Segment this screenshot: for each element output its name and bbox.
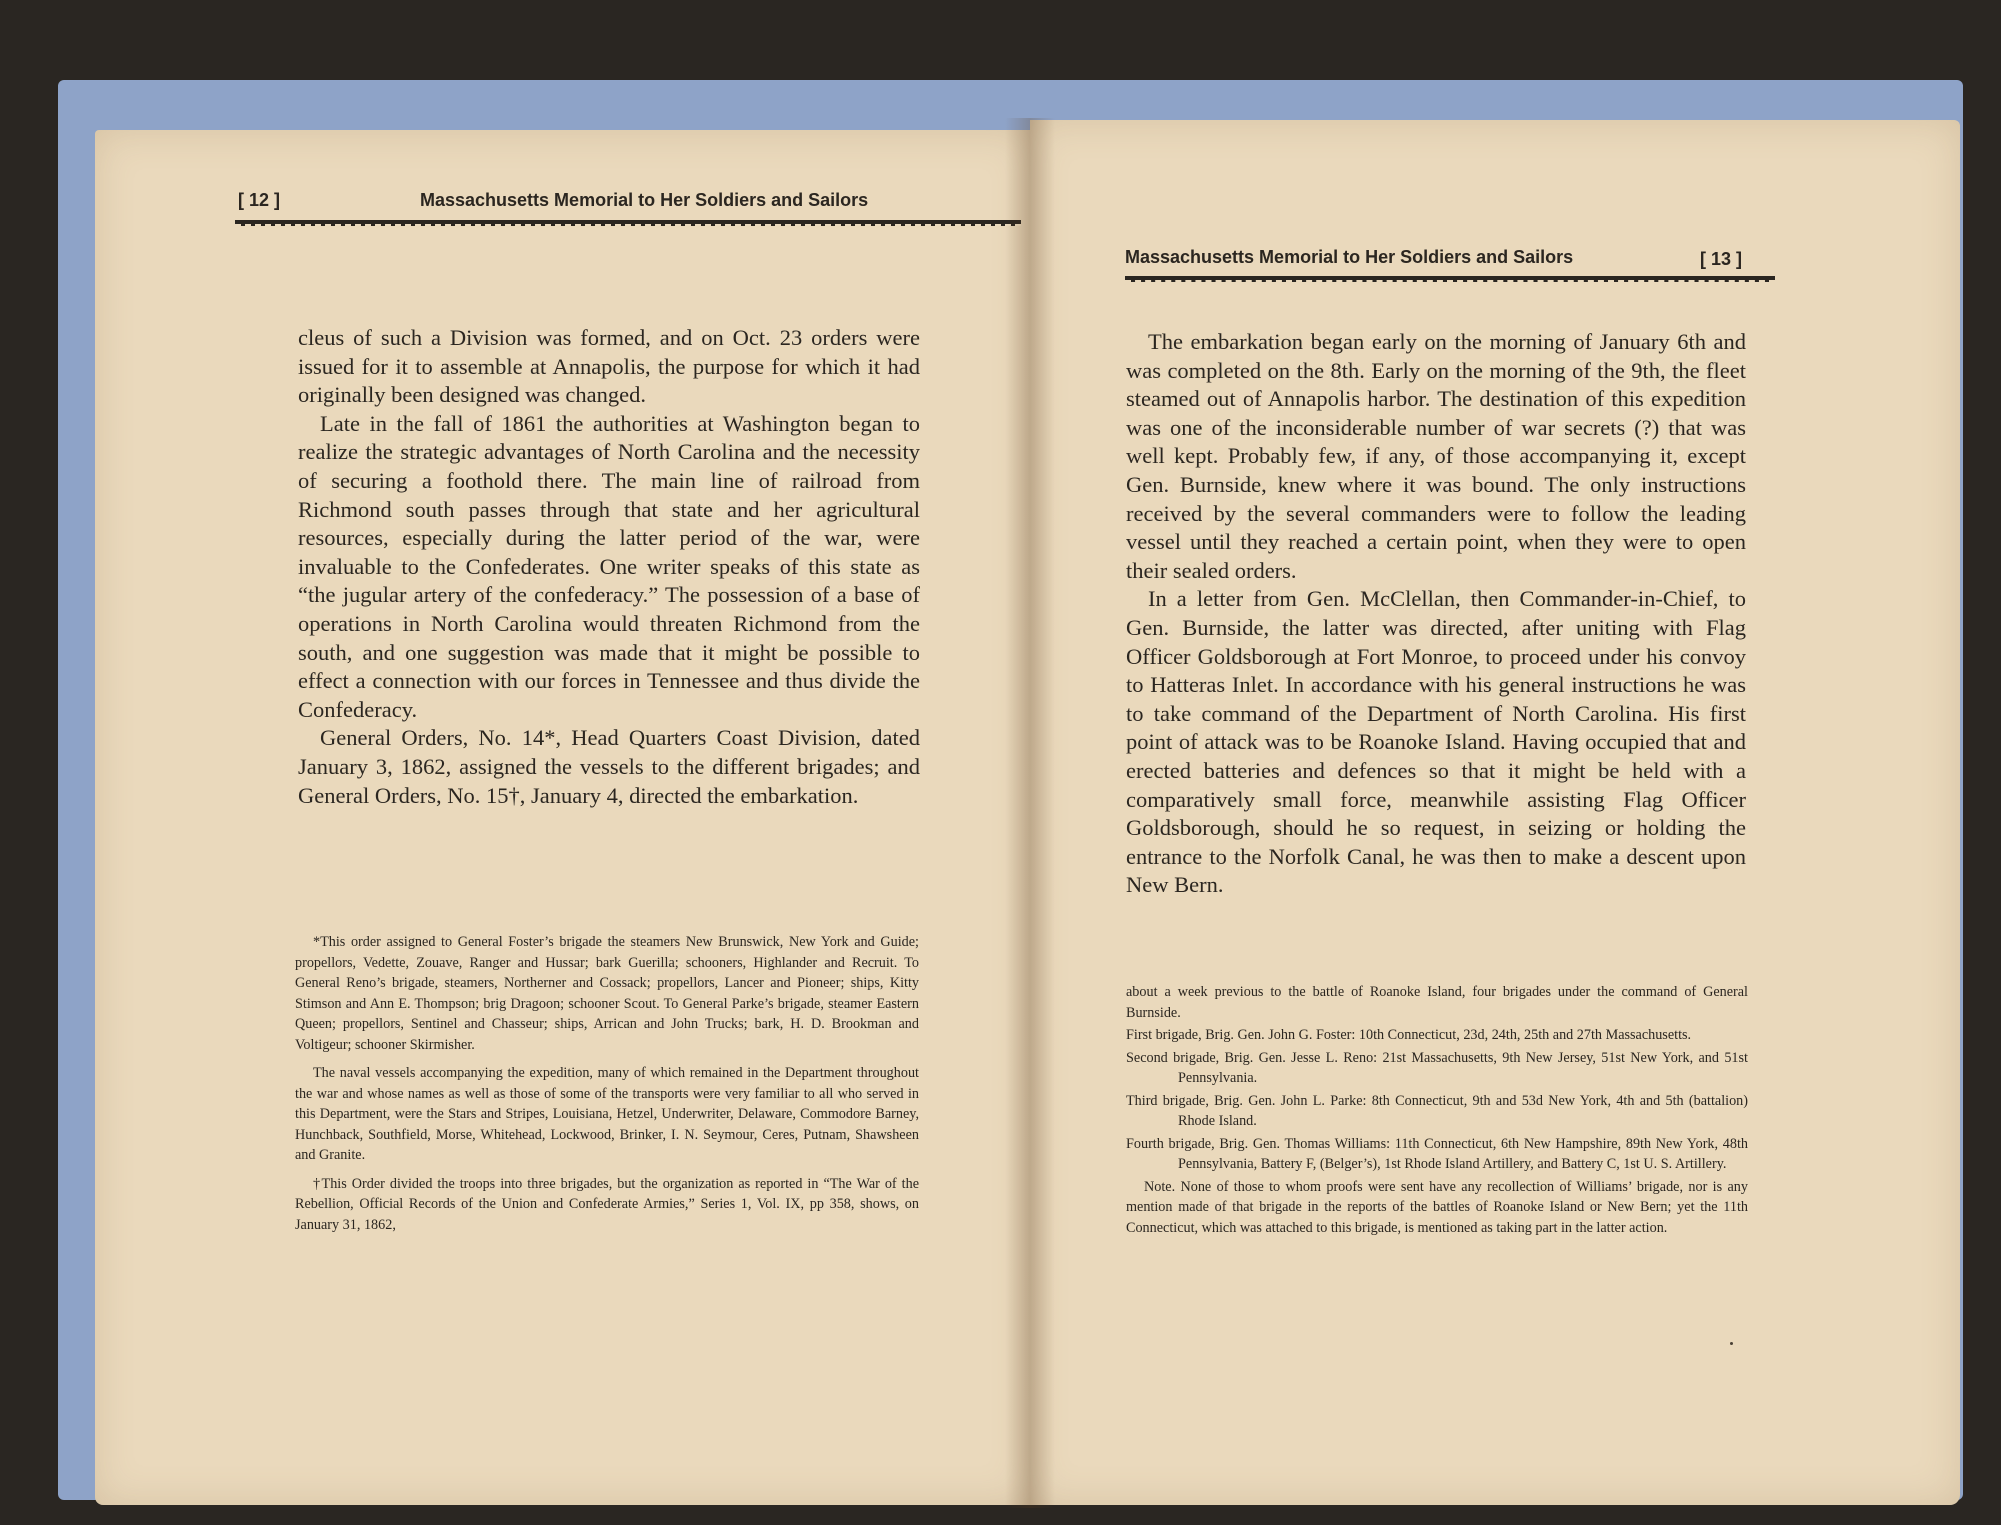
right-page bbox=[1030, 120, 1960, 1505]
right-page-number: [ 13 ] bbox=[1700, 249, 1743, 269]
left-footnotes bbox=[295, 932, 919, 1243]
left-body-text bbox=[298, 324, 920, 810]
book-gutter bbox=[1005, 118, 1055, 1508]
footnote-naval-vessels: The naval vessels accompanying the expedition, many of which remained in the Department throughout the war and whose names as well as those of some of the transports were very familiar to all who served in this Department, were the Stars and Stripes, Louisiana, Hetzel, Underwriter, Delaware, Commodore Barney, Hunchback, Southfield, Morse, Whitehead, Lockwood, Brinker, I. N. Seymour, Ceres, Putnam, Shawsheen and Granite. bbox=[295, 1065, 919, 1163]
brigade-entry: Fourth brigade, Brig. Gen. Thomas Williams: 11th Connecticut, 6th New Hampshire, 89th New York, 48th Pennsylvania, Battery F, (Belger’s), 1st Rhode Island Artillery, and Battery C, 1st U. S. Artillery. bbox=[1126, 1135, 1748, 1172]
footnote-dagger: †This Order divided the troops into three brigades, but the organization as reported in “The War of the Rebellion, Official Records of the Union and Confederate Armies,” Series 1, Vol. IX, pp 358, shows, on January 31, 1862, bbox=[295, 1175, 919, 1233]
left-paragraph-2: Late in the fall of 1861 the authorities at Washington began to realize the strategic advantages of North Carolina and the necessity of securing a foothold there. The main line of railroad from Richmond south passes through that state and her agricultural resources, especially during the latter period of the war, were invaluable to the Confederates. One writer speaks of this state as “the jugular artery of the confederacy.” The possession of a base of operations in North Carolina would threaten Richmond from the south, and one suggestion was made that it might be possible to effect a connection with our forces in Tennessee and thus divide the Confederacy. bbox=[298, 410, 920, 722]
right-header-rule bbox=[1125, 276, 1775, 282]
right-running-head: Massachusetts Memorial to Her Soldiers and Sailors bbox=[1125, 247, 1574, 267]
left-running-head: Massachusetts Memorial to Her Soldiers and Sailors bbox=[420, 190, 869, 210]
left-header-rule bbox=[235, 220, 1021, 226]
brigade-entry: Third brigade, Brig. Gen. John L. Parke: 8th Connecticut, 9th and 53d New York, 4th and 5th (battalion) Rhode Island. bbox=[1126, 1092, 1748, 1129]
footnote-continuation: about a week previous to the battle of Roanoke Island, four brigades under the command of General Burnside. bbox=[1126, 984, 1748, 1021]
right-body-text bbox=[1126, 328, 1746, 900]
right-paragraph-1: The embarkation began early on the morning of January 6th and was completed on the 8th. Early on the morning of the 9th, the fleet steamed out of Annapolis harbor. The destination of this expedition was one of the inconsiderable number of war secrets (?) that was well kept. Probably few, if any, of those accompanying it, except Gen. Burnside, knew where it was bound. The only instructions received by the several commanders were to follow the leading vessel until they reached a certain point, when they were to open their sealed orders. bbox=[1126, 329, 1746, 583]
right-footnotes bbox=[1126, 982, 1748, 1246]
brigade-entry: Second brigade, Brig. Gen. Jesse L. Reno: 21st Massachusetts, 9th New Jersey, 51st New York, and 51st Pennsylvania. bbox=[1126, 1049, 1748, 1086]
left-page bbox=[95, 130, 1030, 1505]
speck bbox=[1730, 1342, 1733, 1345]
right-paragraph-2: In a letter from Gen. McClellan, then Commander-in-Chief, to Gen. Burnside, the latter was directed, after uniting with Flag Officer Goldsborough at Fort Monroe, to proceed under his convoy to Hatteras Inlet. In accordance with his general instructions he was to take command of the Department of North Carolina. His first point of attack was to be Roanoke Island. Having occupied that and erected batteries and defences so that it might be held with a comparatively small force, meanwhile assisting Flag Officer Goldsborough, should he so request, in seizing or holding the entrance to the Norfolk Canal, he was then to make a descent upon New Bern. bbox=[1126, 586, 1746, 898]
footnote-note: Note. None of those to whom proofs were sent have any recollection of Williams’ brigade, nor is any mention made of that brigade in the reports of the battles of Roanoke Island or New Bern; yet the 11th Connecticut, which was attached to this brigade, is mentioned as taking part in the latter action. bbox=[1126, 1178, 1748, 1236]
footnote-asterisk: *This order assigned to General Foster’s brigade the steamers New Brunswick, New York and Guide; propellors, Vedette, Zouave, Ranger and Hussar; bark Guerilla; schooners, Highlander and Recruit. To General Reno’s brigade, steamers, Northerner and Cossack; propellors, Lancer and Pioneer; ships, Kitty Stimson and Ann E. Thompson; brig Dragoon; schooner Scout. To General Parke’s brigade, steamer Eastern Queen; propellors, Sentinel and Chasseur; ships, Arrican and John Trucks; bark, H. D. Brookman and Voltigeur; schooner Skirmisher. bbox=[295, 934, 919, 1053]
left-page-number: [ 12 ] bbox=[238, 190, 281, 210]
left-paragraph-3: General Orders, No. 14*, Head Quarters Coast Division, dated January 3, 1862, assigned the vessels to the different brigades; and General Orders, No. 15†, January 4, directed the embarkation. bbox=[298, 725, 920, 808]
brigade-entry: First brigade, Brig. Gen. John G. Foster: 10th Connecticut, 23d, 24th, 25th and 27th Massachusetts. bbox=[1126, 1027, 1692, 1043]
left-paragraph-1: cleus of such a Division was formed, and on Oct. 23 orders were issued for it to assemble at Annapolis, the purpose for which it had originally been designed was changed. bbox=[298, 325, 920, 408]
